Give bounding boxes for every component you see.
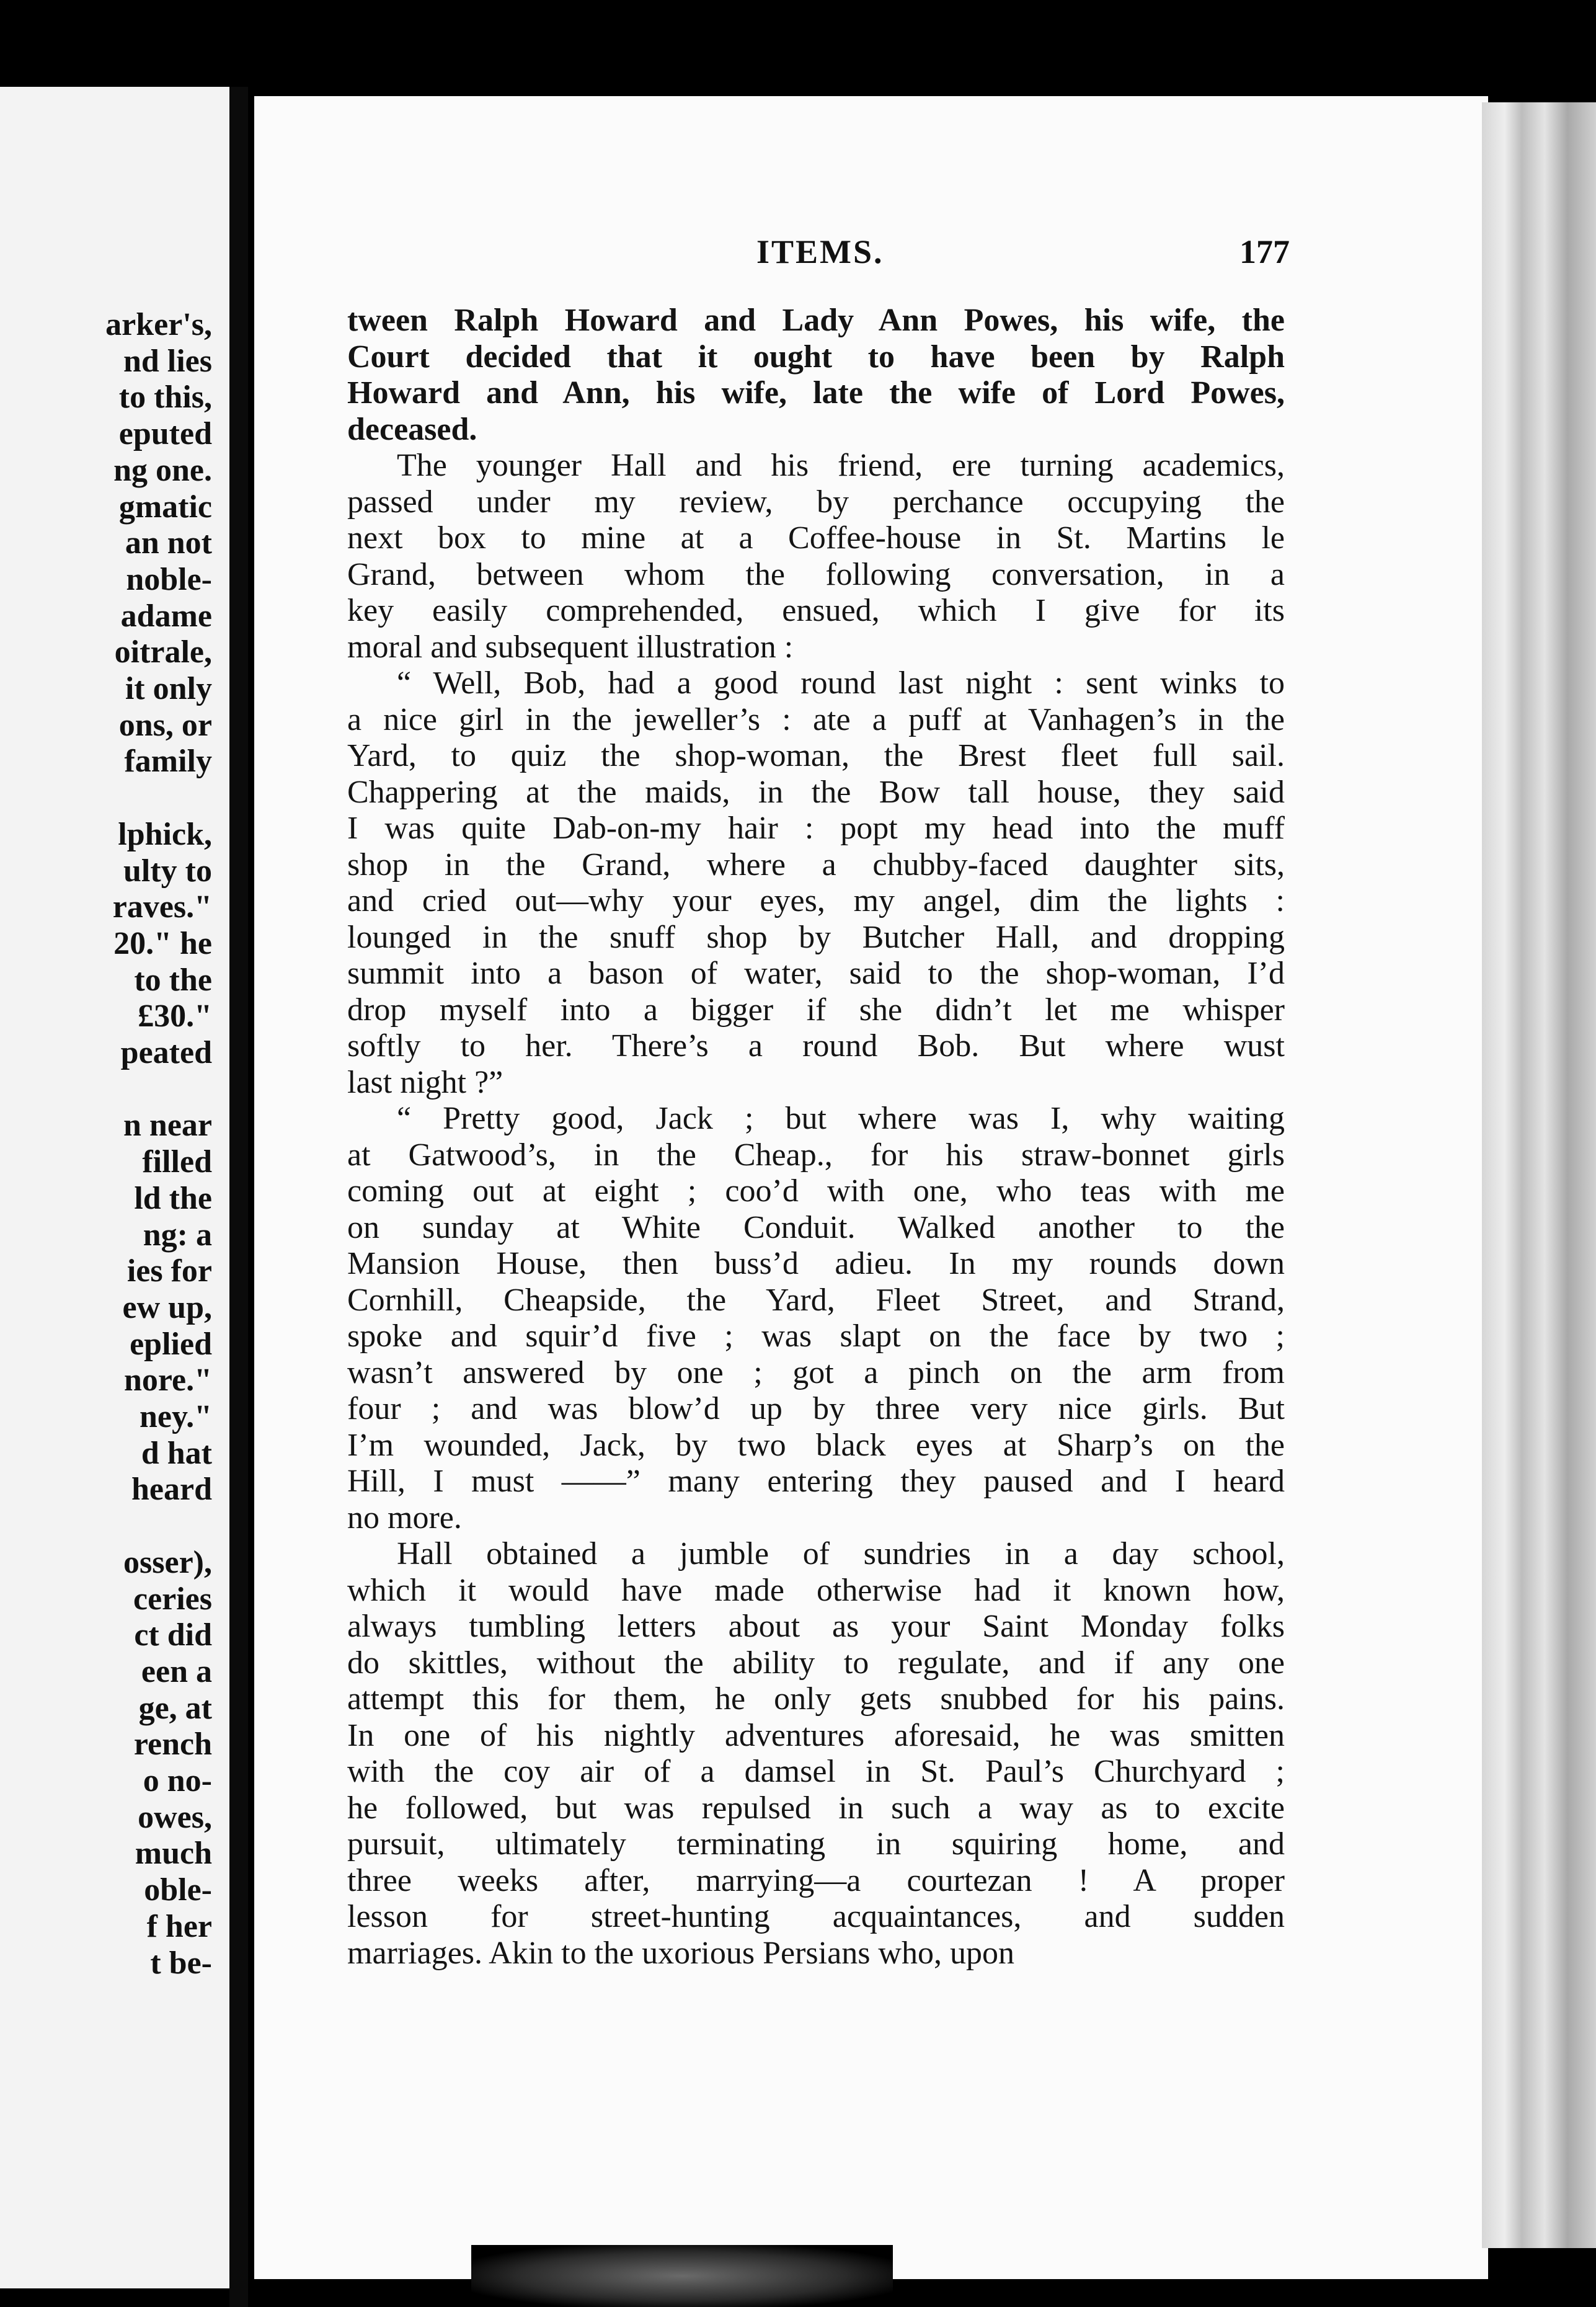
- text-line: passed under my review, by perchance occupying the: [347, 484, 1285, 520]
- text-line: Court decided that it ought to have been by Ralph: [347, 339, 1285, 375]
- text-line: summit into a bason of water, said to the shop-woman, I’d: [347, 956, 1285, 991]
- facing-page-line: arker's,: [105, 307, 212, 342]
- facing-page-line: ct did: [134, 1617, 212, 1653]
- text-line: lesson for street-hunting acquaintances, and sudden: [347, 1899, 1285, 1934]
- facing-page-line: o no-: [143, 1763, 212, 1799]
- facing-page-line: heard: [131, 1472, 212, 1508]
- facing-page-gap: [105, 1508, 212, 1545]
- text-line: Chappering at the maids, in the Bow tall house, they said: [347, 774, 1285, 810]
- facing-page-line: gmatic: [118, 489, 212, 525]
- facing-page-line: oble-: [144, 1872, 212, 1908]
- text-line: at Gatwood’s, in the Cheap., for his straw-bonnet girls: [347, 1137, 1285, 1173]
- page-header: [756, 233, 1290, 282]
- text-line: four ; and was blow’d up by three very nice girls. But: [347, 1391, 1285, 1426]
- facing-page-line: family: [124, 744, 212, 780]
- facing-page-line: ons, or: [118, 707, 212, 743]
- facing-page-line: oitrale,: [114, 634, 212, 670]
- facing-page-line: d hat: [141, 1435, 212, 1471]
- text-line: spoke and squir’d five ; was slapt on the face by two ;: [347, 1318, 1285, 1354]
- facing-page-line: owes,: [138, 1799, 212, 1835]
- facing-page-line: n near: [123, 1108, 212, 1144]
- facing-page-line: eputed: [118, 416, 212, 452]
- text-line: lounged in the snuff shop by Butcher Hall, and dropping: [347, 919, 1285, 955]
- body-text: [347, 303, 1285, 1971]
- text-line: Cornhill, Cheapside, the Yard, Fleet Street, and Strand,: [347, 1282, 1285, 1318]
- page-number: 177: [1239, 233, 1290, 270]
- text-line: he followed, but was repulsed in such a way as to excite: [347, 1790, 1285, 1826]
- facing-page-line: filled: [142, 1144, 212, 1180]
- text-line: on sunday at White Conduit. Walked another to the: [347, 1209, 1285, 1245]
- text-line: three weeks after, marrying—a courtezan ! A proper: [347, 1862, 1285, 1898]
- text-line: always tumbling letters about as your Saint Monday folks: [347, 1609, 1285, 1644]
- facing-page-line: eplied: [130, 1326, 212, 1362]
- facing-page-line: ew up,: [122, 1289, 212, 1325]
- book-gutter: [229, 87, 248, 2307]
- text-line: In one of his nightly adventures aforesaid, he was smitten: [347, 1717, 1285, 1753]
- facing-page-line: ge, at: [138, 1690, 212, 1726]
- facing-page-line: een a: [141, 1653, 212, 1689]
- text-line: tween Ralph Howard and Lady Ann Powes, his wife, the: [347, 303, 1285, 338]
- facing-page-gap: [105, 1072, 212, 1108]
- text-line: Grand, between whom the following conversation, in a: [347, 556, 1285, 592]
- facing-page-line: lphick,: [118, 816, 212, 852]
- facing-page-text: [105, 307, 212, 1981]
- text-line: attempt this for them, he only gets snubbed for his pains.: [347, 1681, 1285, 1717]
- facing-page-line: raves.": [112, 889, 212, 925]
- text-line: Hall obtained a jumble of sundries in a day school,: [397, 1536, 1285, 1571]
- text-line: no more.: [347, 1500, 462, 1536]
- text-line: shop in the Grand, where a chubby-faced daughter sits,: [347, 847, 1285, 882]
- scan-artifact: [471, 2245, 893, 2307]
- text-line: with the coy air of a damsel in St. Paul’s Churchyard ;: [347, 1754, 1285, 1789]
- text-line: drop myself into a bigger if she didn’t let me whisper: [347, 992, 1285, 1028]
- facing-page-line: f her: [146, 1908, 212, 1944]
- facing-page-line: an not: [125, 525, 212, 561]
- facing-page-line: noble-: [126, 561, 212, 597]
- text-line: which it would have made otherwise had it known how,: [347, 1572, 1285, 1608]
- text-line: deceased.: [347, 411, 477, 447]
- text-line: key easily comprehended, ensued, which I give for its: [347, 593, 1285, 628]
- text-line: “ Well, Bob, had a good round last night : sent winks to: [397, 665, 1285, 701]
- text-line: next box to mine at a Coffee-house in St. Martins le: [347, 520, 1285, 556]
- facing-page-line: it only: [125, 671, 212, 707]
- facing-page-line: £30.": [138, 998, 212, 1034]
- text-line: “ Pretty good, Jack ; but where was I, why waiting: [397, 1101, 1285, 1136]
- facing-page-line: nore.": [123, 1362, 212, 1398]
- facing-page-line: ulty to: [123, 853, 212, 889]
- facing-page-line: ld the: [134, 1180, 212, 1216]
- facing-page-line: 20." he: [113, 925, 212, 961]
- text-line: pursuit, ultimately terminating in squiring home, and: [347, 1826, 1285, 1862]
- facing-page-line: to this,: [118, 380, 212, 416]
- text-line: and cried out—why your eyes, my angel, dim the lights :: [347, 883, 1285, 918]
- text-line: marriages. Akin to the uxorious Persians who, upon: [347, 1935, 1014, 1971]
- facing-page: [0, 87, 229, 2288]
- text-line: softly to her. There’s a round Bob. But where wust: [347, 1028, 1285, 1064]
- facing-page-line: ney.": [140, 1399, 212, 1435]
- facing-page-line: ng: a: [143, 1217, 212, 1253]
- facing-page-line: ng one.: [113, 452, 212, 488]
- text-line: do skittles, without the ability to regulate, and if any one: [347, 1645, 1285, 1681]
- text-line: I was quite Dab-on-my hair : popt my head into the muff: [347, 811, 1285, 846]
- text-line: coming out at eight ; coo’d with one, who teas with me: [347, 1173, 1285, 1209]
- text-line: Yard, to quiz the shop-woman, the Brest fleet full sail.: [347, 738, 1285, 773]
- facing-page-line: rench: [133, 1727, 212, 1762]
- running-head: ITEMS.: [756, 233, 884, 270]
- facing-page-line: t be-: [150, 1945, 212, 1981]
- facing-page-line: ceries: [133, 1581, 212, 1617]
- text-line: I’m wounded, Jack, by two black eyes at Sharp’s on the: [347, 1427, 1285, 1463]
- facing-page-line: much: [135, 1836, 212, 1872]
- facing-page-line: peated: [120, 1035, 212, 1071]
- text-line: The younger Hall and his friend, ere turning academics,: [397, 448, 1285, 483]
- text-line: last night ?”: [347, 1064, 503, 1100]
- facing-page-gap: [105, 780, 212, 817]
- text-line: a nice girl in the jeweller’s : ate a puff at Vanhagen’s in the: [347, 701, 1285, 737]
- page-edges: [1482, 102, 1596, 2248]
- facing-page-line: ies for: [126, 1253, 212, 1289]
- text-line: wasn’t answered by one ; got a pinch on the arm from: [347, 1354, 1285, 1390]
- facing-page-line: osser),: [123, 1544, 212, 1580]
- text-line: Howard and Ann, his wife, late the wife of Lord Powes,: [347, 375, 1285, 411]
- text-line: Mansion House, then buss’d adieu. In my rounds down: [347, 1246, 1285, 1281]
- facing-page-line: adame: [120, 598, 212, 634]
- facing-page-line: nd lies: [123, 343, 212, 379]
- facing-page-line: to the: [134, 962, 212, 998]
- text-line: Hill, I must ——” many entering they paused and I heard: [347, 1464, 1285, 1499]
- text-line: moral and subsequent illustration :: [347, 629, 794, 665]
